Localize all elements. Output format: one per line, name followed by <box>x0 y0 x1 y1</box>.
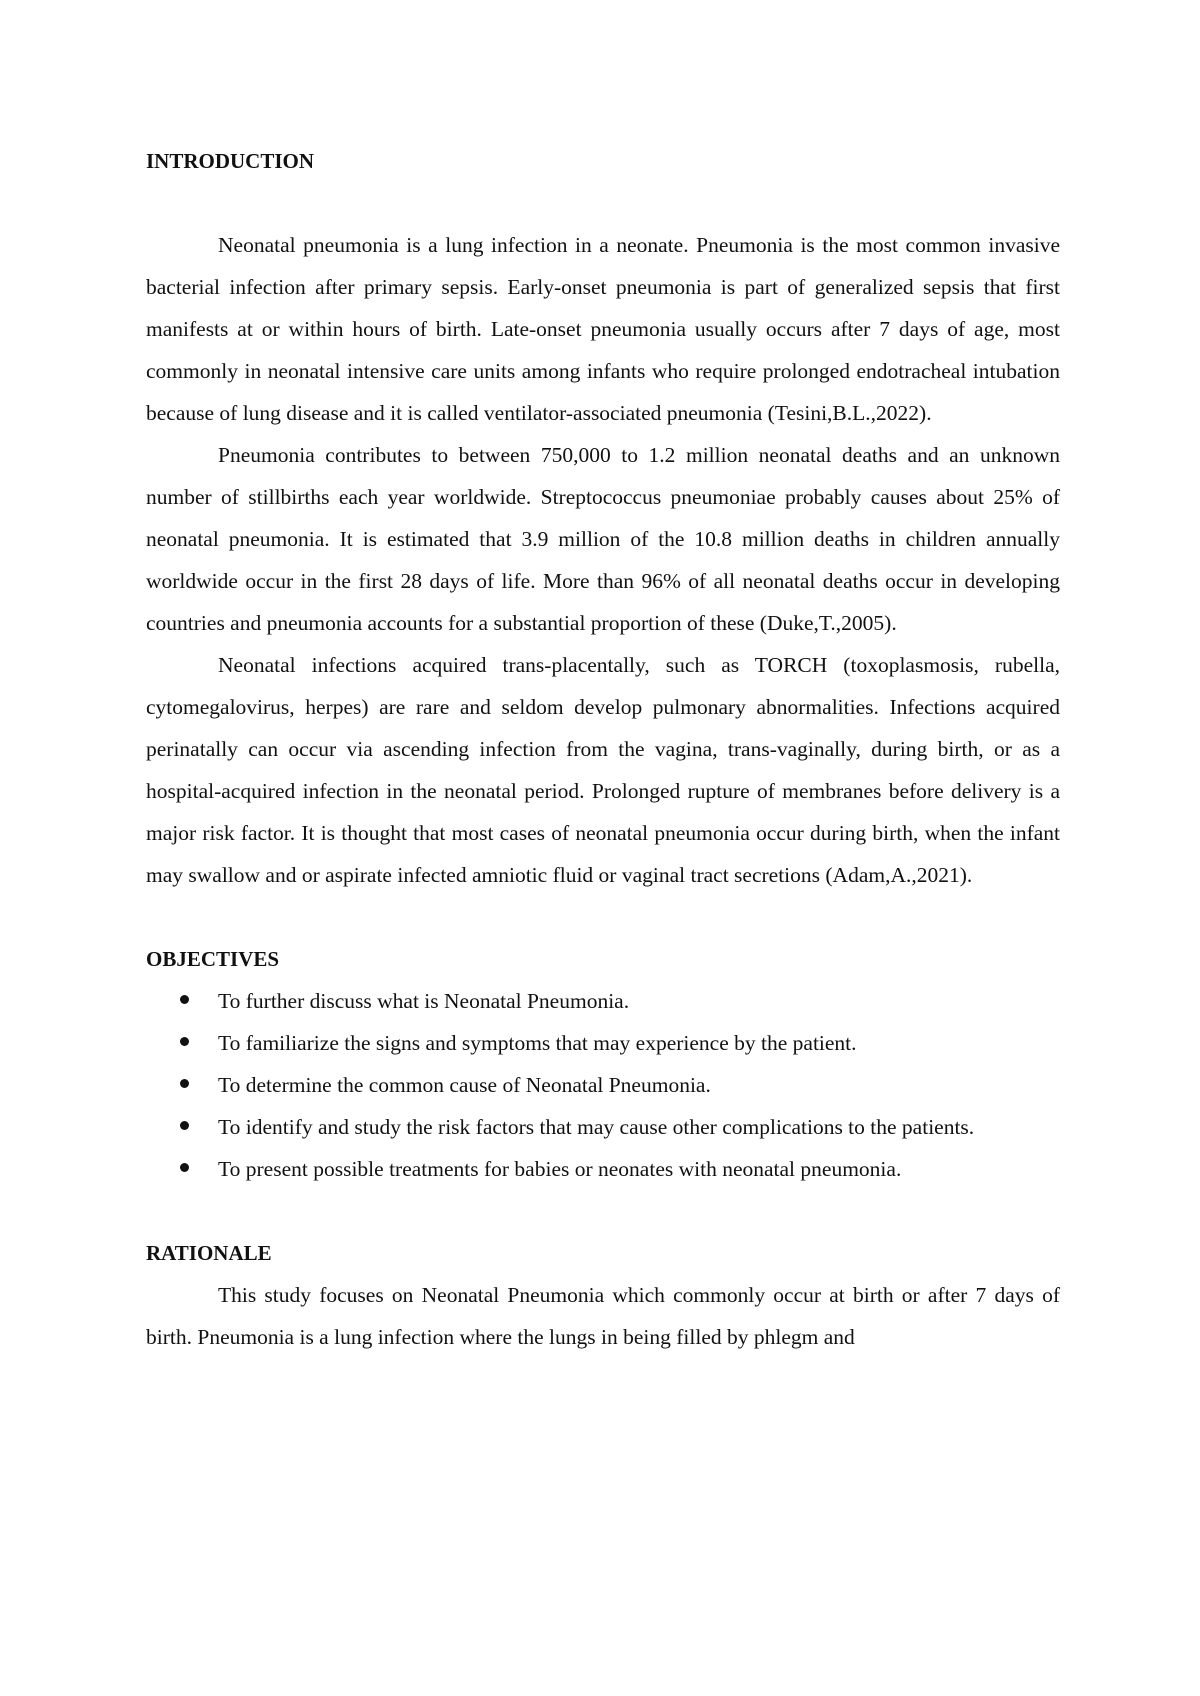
objective-text: To familiarize the signs and symptoms that may experience by the patient. <box>218 1031 857 1055</box>
list-item <box>146 1148 1060 1190</box>
list-item <box>146 1106 1060 1148</box>
bullet-icon <box>180 1163 189 1172</box>
rationale-heading: RATIONALE <box>146 1241 272 1265</box>
objective-text: To present possible treatments for babies or neonates with neonatal pneumonia. <box>218 1157 902 1181</box>
introduction-heading: INTRODUCTION <box>146 149 315 173</box>
list-item <box>146 1064 1060 1106</box>
introduction-paragraph-2: Pneumonia contributes to between 750,000 to 1.2 million neonatal deaths and an unknown number of stillbirths each year worldwide. Streptococcus pneumoniae probably causes about 25% of neonatal pneumonia. It is estimated that 3.9 million of the 10.8 million deaths in children annually worldwide occur in the first 28 days of life. More than 96% of all neonatal deaths occur in developing countries and pneumonia accounts for a substantial proportion of these (Duke,T.,2005). <box>146 443 1060 635</box>
bullet-icon <box>180 995 189 1004</box>
bullet-icon <box>180 1037 189 1046</box>
bullet-icon <box>180 1079 189 1088</box>
objective-text: To determine the common cause of Neonatal Pneumonia. <box>218 1073 711 1097</box>
objective-text: To further discuss what is Neonatal Pneumonia. <box>218 989 630 1013</box>
list-item <box>146 1022 1060 1064</box>
bullet-icon <box>180 1121 189 1130</box>
introduction-paragraph-3: Neonatal infections acquired trans-placentally, such as TORCH (toxoplasmosis, rubella, cytomegalovirus, herpes) are rare and seldom develop pulmonary abnormalities. Infections acquired perinatally can occur via ascending infection from the vagina, trans-vaginally, during birth, or as a hospital-acquired infection in the neonatal period. Prolonged rupture of membranes before delivery is a major risk factor. It is thought that most cases of neonatal pneumonia occur during birth, when the infant may swallow and or aspirate infected amniotic fluid or vaginal tract secretions (Adam,A.,2021). <box>146 653 1060 887</box>
rationale-paragraph-1: This study focuses on Neonatal Pneumonia which commonly occur at birth or after 7 days of birth. Pneumonia is a lung infection where the lungs in being filled by phlegm and <box>146 1283 1060 1349</box>
introduction-paragraph-1: Neonatal pneumonia is a lung infection in a neonate. Pneumonia is the most common invasive bacterial infection after primary sepsis. Early-onset pneumonia is part of generalized sepsis that first manifests at or within hours of birth. Late-onset pneumonia usually occurs after 7 days of age, most commonly in neonatal intensive care units among infants who require prolonged endotracheal intubation because of lung disease and it is called ventilator-associated pneumonia (Tesini,B.L.,2022). <box>146 233 1060 425</box>
list-item <box>146 980 1060 1022</box>
objectives-heading: OBJECTIVES <box>146 947 280 971</box>
objectives-list <box>146 980 1060 1190</box>
document-page <box>146 140 1060 1358</box>
objective-text: To identify and study the risk factors that may cause other complications to the patients. <box>218 1115 975 1139</box>
